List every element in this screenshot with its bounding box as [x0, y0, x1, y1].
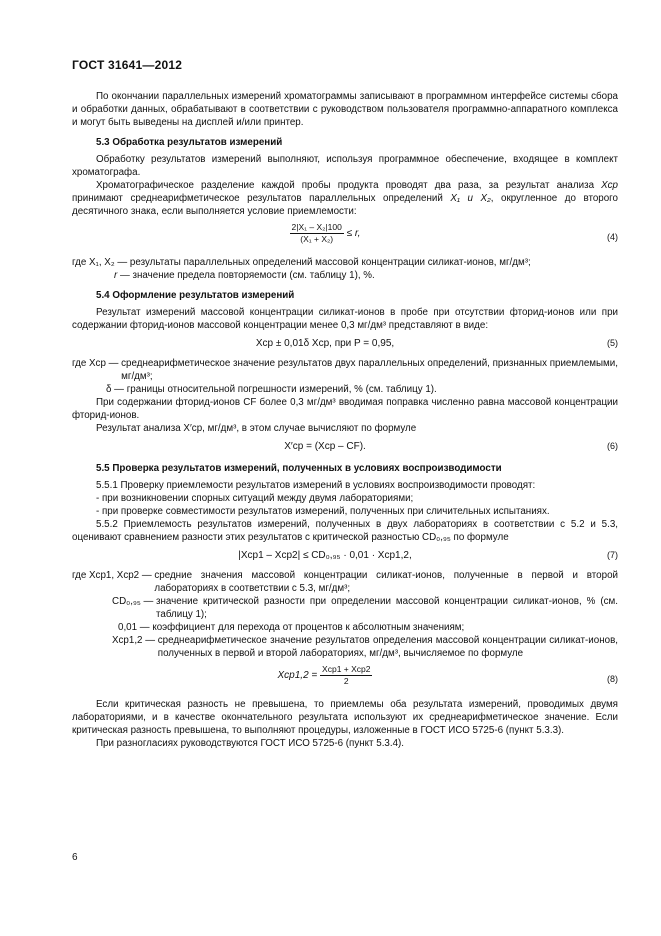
formula-4-relation: ≤ r, [346, 228, 361, 240]
definition-term: где Xср1, Xср2 — [72, 570, 152, 581]
definition-row [72, 569, 618, 595]
definition-row [72, 357, 618, 383]
formula-8 [72, 664, 618, 694]
definition-row [72, 595, 618, 621]
formula-7 [72, 549, 618, 564]
section-5-3-paragraph-2 [72, 179, 618, 218]
list-item: - при проверке совместимости результатов измерений, полученных при сличительных испытаниях. [96, 506, 550, 517]
definition-text: среднеарифметическое значение результатов двух параллельных определений, признанных приемлемыми, мг/дм³; [121, 358, 618, 382]
section-5-5-2: 5.5.2 Приемлемость результатов измерений, полученных в двух лабораториях в соответствии с 5.2 и 5.3, оценивают сравнением разности этих результатов с критической разностью CD₀,₉₅ по формуле [72, 519, 618, 543]
page-number: 6 [72, 852, 78, 863]
formula-8-number: (8) [607, 674, 618, 684]
formula-5-expression: Xср ± 0,01δ Xср, при P = 0,95, [255, 338, 395, 349]
definition-text: значение критической разности при определении массовой концентрации силикат-ионов, % (см. таблицу 1); [156, 596, 618, 620]
definition-term: где X₁, X₂ — [72, 257, 128, 268]
formula-8-fraction [320, 664, 372, 687]
section-5-4-title: 5.4 Оформление результатов измерений [96, 290, 295, 301]
formula-5 [72, 337, 618, 352]
formula-4 [72, 222, 618, 252]
formula-4-numerator: 2|X₁ – X₂|100 [291, 222, 342, 232]
definition-term: Xср1,2 — [112, 635, 156, 646]
document-header: ГОСТ 31641—2012 [72, 58, 183, 72]
definition-text: значение предела повторяемости (см. таблицу 1), %. [132, 270, 375, 281]
formula-4-number: (4) [607, 232, 618, 242]
final-paragraph-2: При разногласиях руководствуются ГОСТ ИСО 5725-6 (пункт 5.3.4). [96, 738, 405, 749]
s53-p2-part-b: принимают среднеарифметическое результатов параллельных определений [72, 193, 443, 204]
section-5-5-1-list [72, 492, 618, 518]
definition-text: средние значения массовой концентрации силикат-ионов, полученные в первой и второй лабораториях в соответствии с 5.3, мг/дм³; [154, 570, 618, 594]
s53-p2-part-c: , округленное до второго десятичного знака, если выполняется условие приемлемости: [72, 193, 618, 217]
definition-text: результаты параллельных определений массовой концентрации силикат-ионов, мг/дм³; [129, 257, 531, 268]
section-5-5-title: 5.5 Проверка результатов измерений, полученных в условиях воспроизводимости [96, 463, 502, 474]
section-5-4-paragraph-1: Результат измерений массовой концентрации силикат-ионов в пробе при отсутствии фторид-ионов или при содержании фторид-ионов массовой концентрации менее 0,3 мг/дм³ представляют в виде: [72, 307, 618, 331]
definition-term: CD₀,₉₅ — [112, 596, 154, 607]
formula-6-expression: X′ср = (Xср – CF). [284, 441, 366, 452]
definition-row [72, 383, 618, 396]
intro-paragraph: По окончании параллельных измерений хроматограммы записывают в программном интерфейсе системы сбора и обработки данных, обрабатывают в соответствии с руководством пользователя программно-аппаратного комплекса и могут быть выведены на дисплей и/или принтер. [72, 91, 618, 128]
section-5-3-paragraph-1: Обработку результатов измерений выполняют, используя программное обеспечение, входящее в комплект хроматографа. [72, 154, 618, 178]
definition-term: 0,01 — [118, 622, 150, 633]
formula-6 [72, 440, 618, 455]
var-x1-x2: X₁ и X₂ [450, 193, 491, 204]
definition-text: границы относительной погрешности измерений, % (см. таблицу 1). [126, 384, 437, 395]
formula-7-expression: |Xср1 – Xср2| ≤ CD₀,₉₅ · 0,01 · Xср1,2, [238, 550, 412, 561]
definition-row [72, 256, 618, 269]
var-xcp: Xср [601, 180, 618, 191]
formula-8-numerator: Xср1 + Xср2 [322, 664, 371, 674]
definition-row [72, 634, 618, 660]
formula-5-number: (5) [607, 338, 618, 348]
section-5-5-1: 5.5.1 Проверку приемлемости результатов измерений в условиях воспроизводимости проводят: [96, 480, 536, 491]
s53-p2-part-a: Хроматографическое разделение каждой пробы продукта проводят два раза, за результат анализа [96, 180, 595, 191]
definition-row [72, 621, 618, 634]
final-paragraph-1: Если критическая разность не превышена, то приемлемы оба результата измерений, проводимых двумя лабораториями, и в качестве окончательного результата используют их среднеарифметическое значение. Если критическая разность превышена, то выполняют процедуры, изложенные в ГОСТ ИСО 5725-6 (пункт 5.3.3). [72, 699, 618, 736]
definition-text: коэффициент для перехода от процентов к абсолютным значениям; [152, 622, 465, 633]
formula-8-lhs: Xср1,2 = [277, 670, 318, 682]
formula-5-definitions [72, 357, 618, 396]
definition-text: среднеарифметическое значение результатов определения массовой концентрации силикат-ионов, полученных в первой и второй лабораториях, мг/дм³, вычисляемое по формуле [157, 635, 618, 659]
section-5-4-paragraph-2: При содержании фторид-ионов CF более 0,3 мг/дм³ вводимая поправка численно равна массовой концентрации фторид-ионов. [72, 397, 618, 421]
formula-8-denominator: 2 [343, 676, 349, 686]
definition-term: r — [114, 270, 130, 281]
document-body [72, 90, 618, 750]
formula-6-number: (6) [607, 441, 618, 451]
section-5-3-title: 5.3 Обработка результатов измерений [96, 137, 283, 148]
section-5-4-paragraph-3: Результат анализа X′ср, мг/дм³, в этом случае вычисляют по формуле [96, 423, 417, 434]
formula-4-denominator: (X₁ + X₂) [300, 234, 334, 244]
formula-4-fraction [290, 222, 344, 245]
definition-row [72, 269, 618, 282]
formula-7-number: (7) [607, 550, 618, 560]
list-item: - при возникновении спорных ситуаций между двумя лабораториями; [96, 493, 414, 504]
definition-term: δ — [106, 384, 124, 395]
definition-term: где Xср — [72, 358, 119, 369]
formula-7-definitions [72, 569, 618, 660]
formula-4-definitions [72, 256, 618, 282]
